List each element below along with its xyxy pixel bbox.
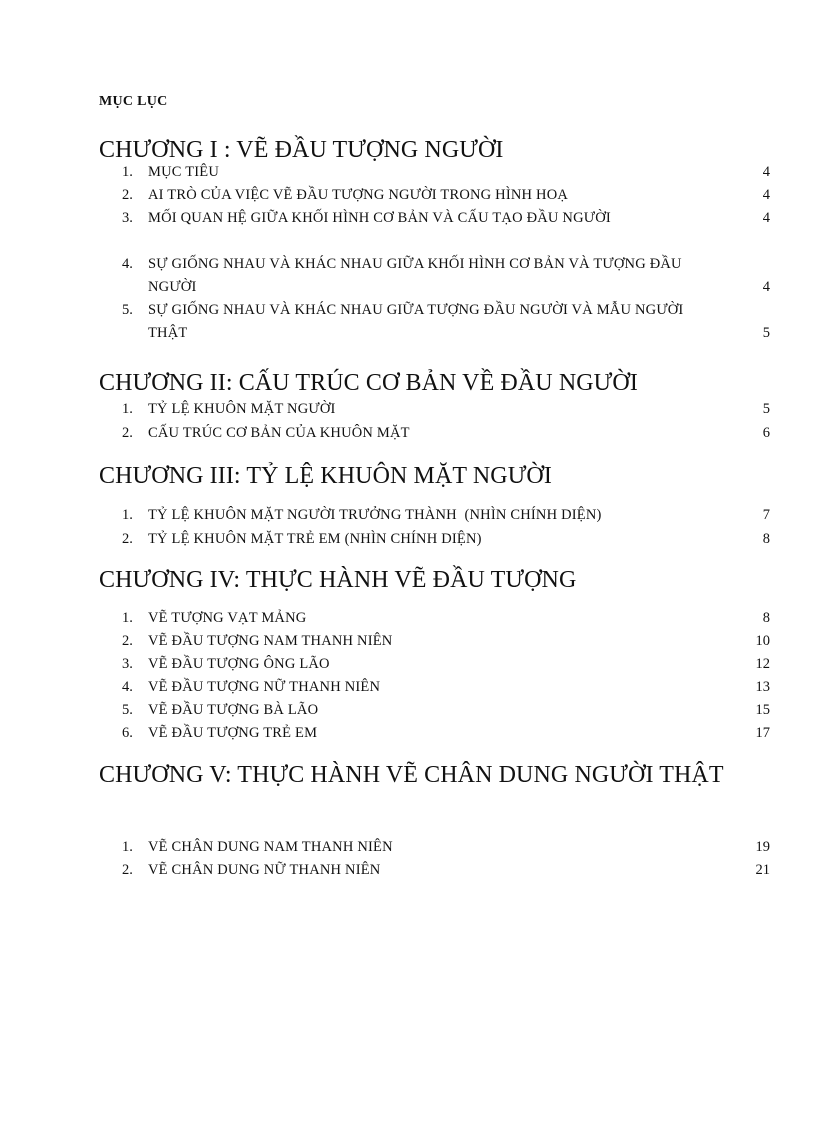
entry-page-number: 4 (762, 279, 770, 295)
toc-entry[interactable] (122, 653, 770, 676)
entry-number: 1. (122, 401, 133, 417)
entry-page-number: 4 (762, 210, 770, 226)
entry-number: 4. (122, 256, 133, 272)
entry-number: 1. (122, 164, 133, 180)
entry-text: SỰ GIỐNG NHAU VÀ KHÁC NHAU GIỮA KHỐI HÌNH CƠ BẢN VÀ TƯỢNG ĐẦU NGƯỜI (148, 256, 682, 295)
entry-text: TỶ LỆ KHUÔN MẶT TRẺ EM (NHÌN CHÍNH DIỆN) (148, 531, 482, 547)
entry-number: 5. (122, 702, 133, 718)
entry-page-number: 8 (762, 531, 770, 547)
entry-number: 2. (122, 531, 133, 547)
entry-page-number: 5 (762, 325, 770, 341)
entry-number: 2. (122, 425, 133, 441)
entry-text: MỤC TIÊU (148, 164, 220, 180)
entry-text: VẼ TƯỢNG VẠT MẢNG (148, 610, 307, 626)
entry-number: 1. (122, 839, 133, 855)
entry-text: CẤU TRÚC CƠ BẢN CỦA KHUÔN MẶT (148, 425, 410, 441)
chapter-2-heading: CHƯƠNG II: CẤU TRÚC CƠ BẢN VỀ ĐẦU NGƯỜI (99, 370, 638, 396)
entry-text: VẼ ĐẦU TƯỢNG BÀ LÃO (148, 702, 319, 718)
entry-page-number: 7 (762, 507, 770, 523)
toc-entry[interactable] (122, 607, 770, 630)
entry-number: 1. (122, 610, 133, 626)
toc-entry[interactable] (122, 161, 770, 184)
entry-number: 4. (122, 679, 133, 695)
toc-entry[interactable] (122, 859, 770, 882)
entry-number: 6. (122, 725, 133, 741)
entry-text: VẼ ĐẦU TƯỢNG NỮ THANH NIÊN (148, 679, 381, 695)
toc-entry[interactable] (122, 299, 770, 345)
entry-text: TỶ LỆ KHUÔN MẶT NGƯỜI TRƯỞNG THÀNH (NHÌN CHÍNH DIỆN) (148, 507, 602, 523)
toc-entry[interactable] (122, 422, 770, 445)
entry-page-number: 10 (755, 633, 770, 649)
toc-entry[interactable] (122, 398, 770, 421)
entry-text: VẼ ĐẦU TƯỢNG ÔNG LÃO (148, 656, 330, 672)
entry-page-number: 17 (755, 725, 770, 741)
toc-entry[interactable] (122, 528, 770, 551)
toc-entry[interactable] (122, 207, 770, 230)
entry-text: TỶ LỆ KHUÔN MẶT NGƯỜI (148, 401, 336, 417)
entry-text: VẼ ĐẦU TƯỢNG NAM THANH NIÊN (148, 633, 393, 649)
entry-page-number: 13 (755, 679, 770, 695)
chapter-4-heading: CHƯƠNG IV: THỰC HÀNH VẼ ĐẦU TƯỢNG (99, 567, 577, 593)
toc-entry[interactable] (122, 504, 770, 527)
chapter-5-heading: CHƯƠNG V: THỰC HÀNH VẼ CHÂN DUNG NGƯỜI THẬT (99, 762, 724, 788)
entry-text: VẼ CHÂN DUNG NAM THANH NIÊN (148, 839, 393, 855)
entry-page-number: 21 (755, 862, 770, 878)
toc-entry[interactable] (122, 184, 770, 207)
entry-text: AI TRÒ CỦA VIỆC VẼ ĐẦU TƯỢNG NGƯỜI TRONG HÌNH HOẠ (148, 187, 569, 203)
entry-number: 2. (122, 862, 133, 878)
entry-text: VẼ CHÂN DUNG NỮ THANH NIÊN (148, 862, 381, 878)
toc-entry[interactable] (122, 699, 770, 722)
entry-text: SỰ GIỐNG NHAU VÀ KHÁC NHAU GIỮA TƯỢNG ĐẦU NGƯỜI VÀ MẪU NGƯỜI THẬT (148, 302, 684, 341)
toc-title: MỤC LỤC (99, 94, 168, 109)
entry-page-number: 4 (762, 164, 770, 180)
entry-number: 1. (122, 507, 133, 523)
entry-number: 3. (122, 210, 133, 226)
entry-number: 2. (122, 187, 133, 203)
entry-text: VẼ ĐẦU TƯỢNG TRẺ EM (148, 725, 318, 741)
toc-entry[interactable] (122, 676, 770, 699)
toc-entry[interactable] (122, 836, 770, 859)
entry-number: 3. (122, 656, 133, 672)
entry-page-number: 4 (762, 187, 770, 203)
chapter-3-heading: CHƯƠNG III: TỶ LỆ KHUÔN MẶT NGƯỜI (99, 463, 552, 489)
entry-page-number: 12 (755, 656, 770, 672)
entry-page-number: 5 (762, 401, 770, 417)
chapter-1-heading: CHƯƠNG I : VẼ ĐẦU TƯỢNG NGƯỜI (99, 137, 504, 163)
entry-page-number: 8 (762, 610, 770, 626)
toc-entry[interactable] (122, 253, 770, 299)
entry-page-number: 6 (762, 425, 770, 441)
entry-number: 5. (122, 302, 133, 318)
entry-page-number: 19 (755, 839, 770, 855)
toc-entry[interactable] (122, 630, 770, 653)
entry-text: MỐI QUAN HỆ GIỮA KHỐI HÌNH CƠ BẢN VÀ CẤU TẠO ĐẦU NGƯỜI (148, 210, 611, 226)
entry-page-number: 15 (755, 702, 770, 718)
entry-number: 2. (122, 633, 133, 649)
toc-entry[interactable] (122, 722, 770, 745)
